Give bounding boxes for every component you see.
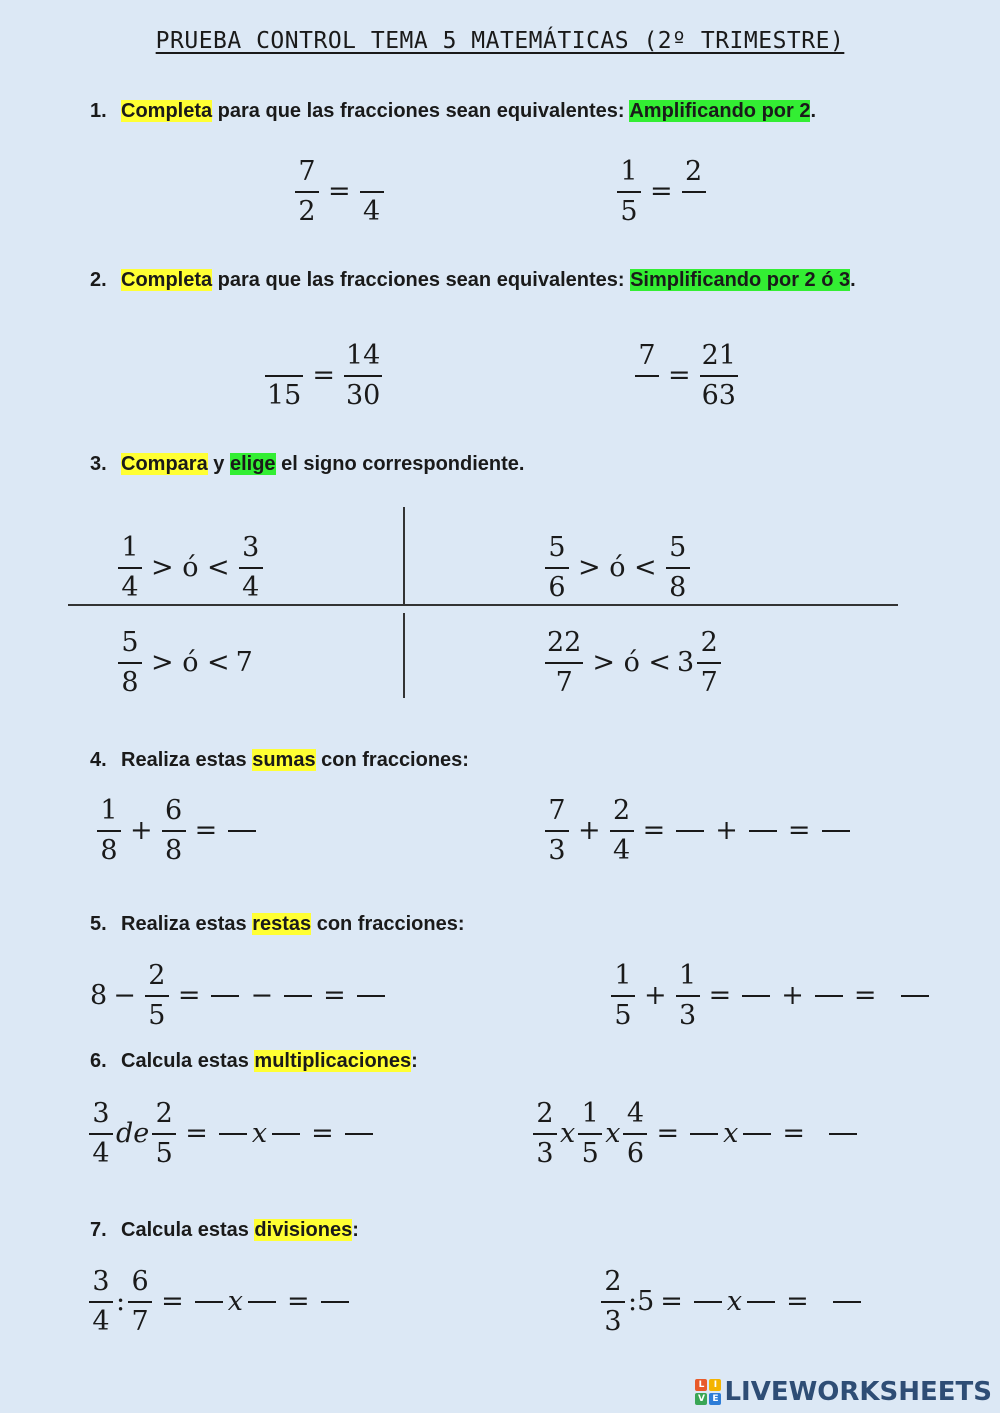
question-2: 2. Completa para que las fracciones sean equivalentes: Simplificando por 2 ó 3. <box>90 269 856 291</box>
answer-slot[interactable] <box>211 995 239 997</box>
answer-slot[interactable] <box>272 1133 300 1135</box>
worksheet-title: PRUEBA CONTROL TEMA 5 MATEMÁTICAS (2º TRIMESTRE) <box>155 28 845 54</box>
answer-slot[interactable] <box>749 830 777 832</box>
answer-slot[interactable] <box>357 995 385 997</box>
answer-slot[interactable] <box>272 337 296 375</box>
liveworksheets-logo[interactable] <box>695 1377 992 1407</box>
q3-compare-c: $\frac{5}{8}$ > ó < 7 <box>115 624 253 702</box>
answer-slot[interactable] <box>829 1133 857 1135</box>
liveworksheets-logo-icon: L I V E <box>695 1379 721 1405</box>
answer-slot[interactable] <box>219 1133 247 1135</box>
answer-slot[interactable] <box>833 1301 861 1303</box>
answer-slot[interactable] <box>676 830 704 832</box>
q6-expression-b: $\frac{2}{3}$ x $\frac{1}{5}$ x $\frac{4}{6}$ = x = <box>530 1095 862 1173</box>
q1-expression-a: $\frac{7}{2}$ = 4 <box>292 153 387 231</box>
q4-expression-a: $\frac{1}{8}$ + $\frac{6}{8}$ = <box>94 792 261 870</box>
q7-expression-a: $\frac{3}{4}$ : $\frac{6}{7}$ = x = <box>86 1263 354 1341</box>
q2-expression-b: 7 = $\frac{21}{63}$ <box>632 337 741 415</box>
sign-choice[interactable]: > ó < <box>151 552 230 584</box>
question-6: 6. Calcula estas multiplicaciones: <box>90 1050 418 1072</box>
q6-expression-a: $\frac{3}{4}$ de $\frac{2}{5}$ = x = <box>86 1095 378 1173</box>
answer-slot[interactable] <box>901 995 929 997</box>
answer-slot[interactable] <box>743 1133 771 1135</box>
question-5: 5. Realiza estas restas con fracciones: <box>90 913 465 935</box>
answer-slot[interactable] <box>694 1301 722 1303</box>
q3-compare-b: $\frac{5}{6}$ > ó < $\frac{5}{8}$ <box>542 529 693 607</box>
answer-slot[interactable] <box>822 830 850 832</box>
q5-expression-b: $\frac{1}{5}$ + $\frac{1}{3}$ = + = <box>608 957 934 1035</box>
table-divider-vertical <box>403 613 405 698</box>
answer-slot[interactable] <box>321 1301 349 1303</box>
answer-slot[interactable] <box>345 1133 373 1135</box>
q7-expression-b: $\frac{2}{3}$ : 5 = x = <box>598 1263 866 1341</box>
answer-slot[interactable] <box>747 1301 775 1303</box>
answer-slot[interactable] <box>228 830 256 832</box>
question-3: 3. Compara y elige el signo correspondiente. <box>90 453 525 475</box>
sign-choice[interactable]: > ó < <box>151 647 230 679</box>
answer-slot[interactable] <box>815 995 843 997</box>
q2-expression-a: 15 = $\frac{14}{30}$ <box>262 337 385 415</box>
answer-slot[interactable] <box>284 995 312 997</box>
sign-choice[interactable]: > ó < <box>592 647 672 679</box>
answer-slot[interactable] <box>742 995 770 997</box>
q3-compare-d: $\frac{22}{7}$ > ó < 3 $\frac{2}{7}$ <box>542 624 724 702</box>
answer-slot[interactable] <box>248 1301 276 1303</box>
table-divider-vertical <box>403 507 405 605</box>
answer-slot[interactable] <box>690 1133 718 1135</box>
answer-slot[interactable] <box>360 153 384 191</box>
question-7: 7. Calcula estas divisiones: <box>90 1219 359 1241</box>
q3-compare-a: $\frac{1}{4}$ > ó < $\frac{3}{4}$ <box>115 529 266 607</box>
answer-slot[interactable] <box>682 193 706 231</box>
question-4: 4. Realiza estas sumas con fracciones: <box>90 749 469 771</box>
answer-slot[interactable] <box>635 377 659 415</box>
q1-expression-b: $\frac{1}{5}$ = 2 <box>614 153 709 231</box>
sign-choice[interactable]: > ó < <box>578 552 657 584</box>
answer-slot[interactable] <box>195 1301 223 1303</box>
liveworksheets-logo-text: LIVEWORKSHEETS <box>724 1377 992 1407</box>
q4-expression-b: $\frac{7}{3}$ + $\frac{2}{4}$ = + = <box>542 792 855 870</box>
q5-expression-a: 8 − $\frac{2}{5}$ = − = <box>90 957 390 1035</box>
question-1: 1. Completa para que las fracciones sean equivalentes: Amplificando por 2. <box>90 100 817 122</box>
